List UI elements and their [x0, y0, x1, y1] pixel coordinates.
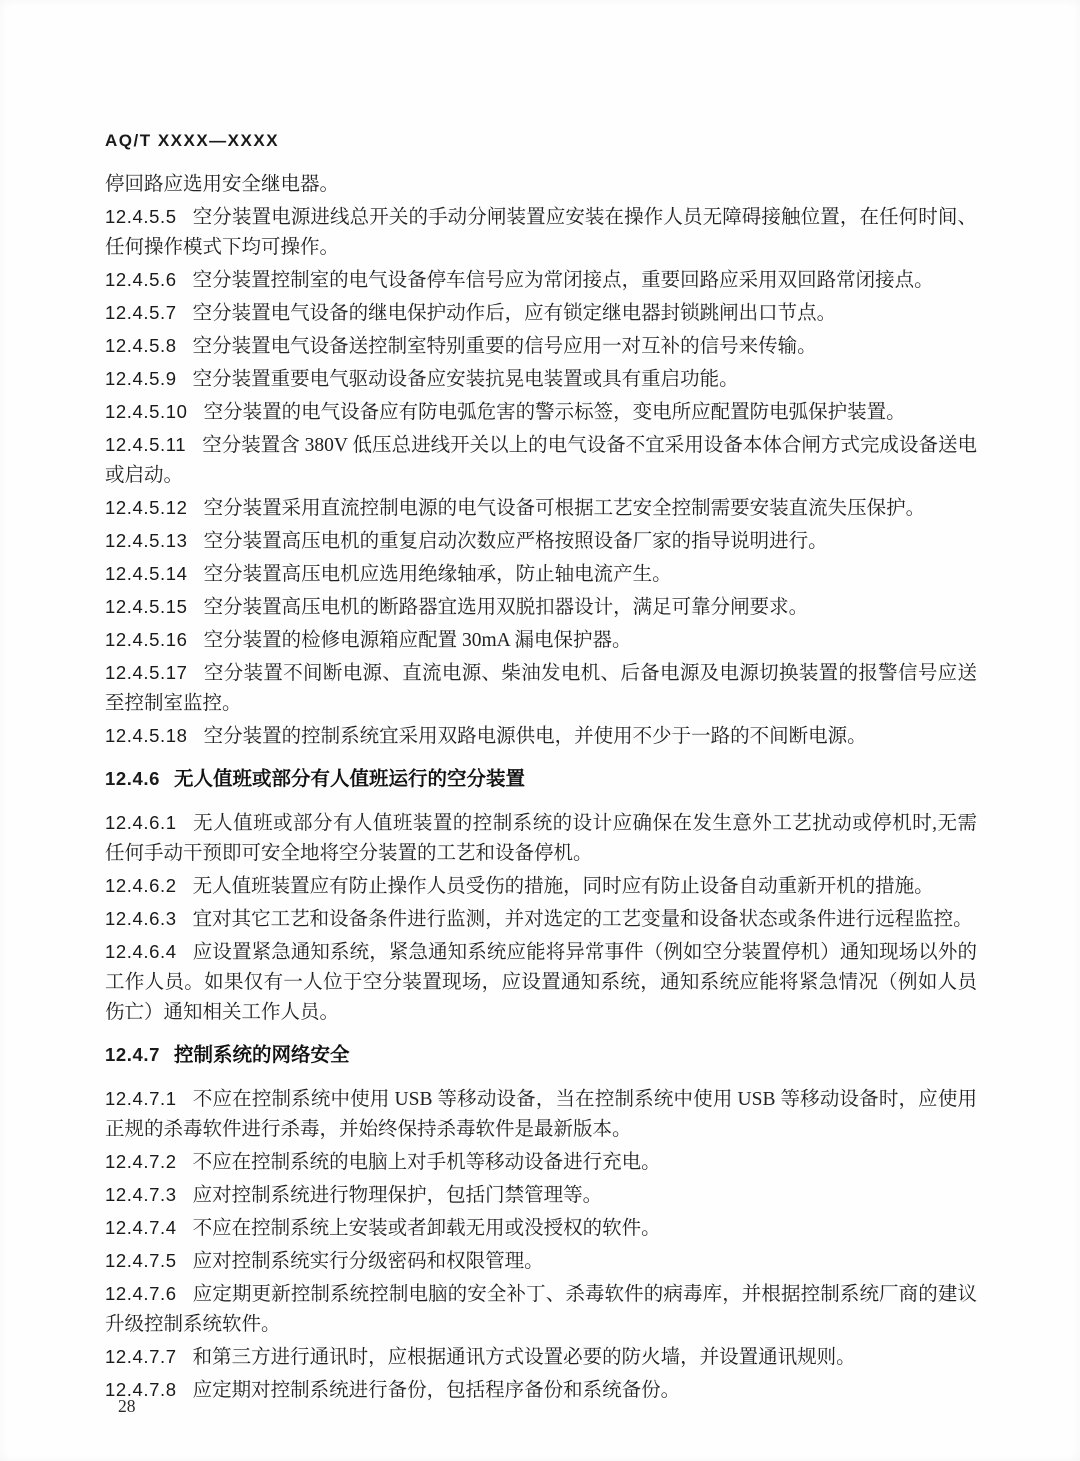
clause-number: 12.4.6.2	[105, 875, 177, 896]
clause-text: 不应在控制系统中使用 USB 等移动设备，当在控制系统中使用 USB 等移动设备时，应使用正规的杀毒软件进行杀毒，并始终保持杀毒软件是最新版本。	[105, 1089, 977, 1140]
clause-number: 12.4.5.10	[105, 401, 188, 422]
clause-number: 12.4.5.12	[105, 497, 188, 518]
clause-number: 12.4.5.11	[105, 434, 187, 455]
section-heading	[105, 1040, 977, 1070]
clause-text: 应定期对控制系统进行备份，包括程序备份和系统备份。	[192, 1380, 681, 1401]
clause-number: 12.4.7.3	[105, 1184, 177, 1205]
clause-paragraph	[105, 559, 977, 590]
clause-number: 12.4.6.4	[105, 941, 177, 962]
clause-paragraph	[105, 1180, 977, 1211]
clause-text: 空分装置电气设备送控制室特别重要的信号应用一对互补的信号来传输。	[192, 336, 817, 357]
clause-paragraph	[105, 1246, 977, 1277]
clause-number: 12.4.5.13	[105, 530, 188, 551]
continuation-paragraph	[105, 170, 977, 200]
clause-number: 12.4.7.4	[105, 1217, 177, 1238]
clause-text: 空分装置含 380V 低压总进线开关以上的电气设备不宜采用设备本体合闸方式完成设备送电或启动。	[105, 435, 977, 486]
clause-paragraph	[105, 526, 977, 557]
clause-number: 12.4.5.17	[105, 662, 188, 683]
clause-number: 12.4.6	[105, 768, 161, 789]
clause-paragraph	[105, 937, 977, 1028]
clause-number: 12.4.5.15	[105, 596, 188, 617]
clause-text: 无人值班或部分有人值班装置的控制系统的设计应确保在发生意外工艺扰动或停机时,无需任何手动干预即可安全地将空分装置的工艺和设备停机。	[105, 813, 977, 864]
clause-paragraph	[105, 1279, 977, 1340]
clause-paragraph	[105, 1147, 977, 1178]
clause-number: 12.4.5.6	[105, 269, 177, 290]
clause-text: 停回路应选用安全继电器。	[105, 174, 340, 195]
clause-text: 空分装置不间断电源、直流电源、柴油发电机、后备电源及电源切换装置的报警信号应送至控制室监控。	[105, 663, 977, 714]
clause-paragraph	[105, 721, 977, 752]
clause-number: 12.4.5.8	[105, 335, 177, 356]
clause-text: 和第三方进行通讯时，应根据通讯方式设置必要的防火墙，并设置通讯规则。	[192, 1347, 856, 1368]
clause-text: 应对控制系统进行物理保护，包括门禁管理等。	[192, 1185, 603, 1206]
clause-number: 12.4.7	[105, 1044, 161, 1065]
clause-paragraph	[105, 625, 977, 656]
document-body	[105, 170, 977, 1408]
clause-paragraph	[105, 871, 977, 902]
clause-paragraph	[105, 1084, 977, 1145]
clause-text: 空分装置采用直流控制电源的电气设备可根据工艺安全控制需要安装直流失压保护。	[203, 498, 926, 519]
clause-number: 12.4.7.5	[105, 1250, 177, 1271]
clause-number: 12.4.5.9	[105, 368, 177, 389]
clause-paragraph	[105, 265, 977, 296]
clause-number: 12.4.6.1	[105, 812, 177, 833]
document-code-header: AQ/T XXXX—XXXX	[105, 131, 280, 150]
clause-number: 12.4.5.7	[105, 302, 177, 323]
clause-number: 12.4.7.7	[105, 1346, 177, 1367]
clause-paragraph	[105, 658, 977, 719]
clause-text: 应对控制系统实行分级密码和权限管理。	[192, 1251, 544, 1272]
clause-paragraph	[105, 202, 977, 263]
clause-text: 控制系统的网络安全	[174, 1044, 350, 1066]
clause-number: 12.4.6.3	[105, 908, 177, 929]
clause-paragraph	[105, 1342, 977, 1373]
section-heading	[105, 764, 977, 794]
clause-number: 12.4.7.6	[105, 1283, 177, 1304]
clause-paragraph	[105, 904, 977, 935]
clause-number: 12.4.7.2	[105, 1151, 177, 1172]
clause-number: 12.4.7.8	[105, 1379, 177, 1400]
clause-paragraph	[105, 430, 977, 491]
clause-number: 12.4.5.5	[105, 206, 177, 227]
clause-paragraph	[105, 331, 977, 362]
clause-paragraph	[105, 592, 977, 623]
clause-number: 12.4.5.14	[105, 563, 188, 584]
clause-paragraph	[105, 1213, 977, 1244]
clause-text: 空分装置电源进线总开关的手动分闸装置应安装在操作人员无障碍接触位置，在任何时间、任何操作模式下均可操作。	[105, 207, 977, 258]
clause-text: 空分装置高压电机应选用绝缘轴承，防止轴电流产生。	[203, 564, 672, 585]
clause-text: 不应在控制系统上安装或者卸载无用或没授权的软件。	[192, 1218, 661, 1239]
clause-text: 空分装置的检修电源箱应配置 30mA 漏电保护器。	[203, 630, 632, 651]
clause-text: 无人值班装置应有防止操作人员受伤的措施，同时应有防止设备自动重新开机的措施。	[192, 876, 934, 897]
clause-number: 12.4.7.1	[105, 1088, 177, 1109]
clause-number: 12.4.5.16	[105, 629, 188, 650]
clause-paragraph	[105, 1375, 977, 1406]
clause-text: 无人值班或部分有人值班运行的空分装置	[174, 768, 526, 790]
clause-text: 应定期更新控制系统控制电脑的安全补丁、杀毒软件的病毒库，并根据控制系统厂商的建议升级控制系统软件。	[105, 1284, 977, 1335]
clause-paragraph	[105, 397, 977, 428]
clause-paragraph	[105, 364, 977, 395]
clause-text: 应设置紧急通知系统，紧急通知系统应能将异常事件（例如空分装置停机）通知现场以外的工作人员。如果仅有一人位于空分装置现场，应设置通知系统，通知系统应能将紧急情况（例如人员伤亡）通知相关工作人员。	[105, 942, 977, 1023]
clause-text: 空分装置的电气设备应有防电弧危害的警示标签，变电所应配置防电弧保护装置。	[203, 402, 906, 423]
clause-paragraph	[105, 493, 977, 524]
clause-text: 不应在控制系统的电脑上对手机等移动设备进行充电。	[192, 1152, 661, 1173]
clause-paragraph	[105, 808, 977, 869]
clause-text: 空分装置高压电机的重复启动次数应严格按照设备厂家的指导说明进行。	[203, 531, 828, 552]
clause-text: 空分装置电气设备的继电保护动作后，应有锁定继电器封锁跳闸出口节点。	[192, 303, 837, 324]
clause-number: 12.4.5.18	[105, 725, 188, 746]
clause-paragraph	[105, 298, 977, 329]
clause-text: 空分装置控制室的电气设备停车信号应为常闭接点，重要回路应采用双回路常闭接点。	[192, 270, 934, 291]
clause-text: 空分装置高压电机的断路器宜选用双脱扣器设计，满足可靠分闸要求。	[203, 597, 809, 618]
clause-text: 宜对其它工艺和设备条件进行监测，并对选定的工艺变量和设备状态或条件进行远程监控。	[192, 909, 973, 930]
clause-text: 空分装置重要电气驱动设备应安装抗晃电装置或具有重启功能。	[192, 369, 739, 390]
page-number: 28	[118, 1396, 136, 1416]
clause-text: 空分装置的控制系统宜采用双路电源供电，并使用不少于一路的不间断电源。	[203, 726, 867, 747]
